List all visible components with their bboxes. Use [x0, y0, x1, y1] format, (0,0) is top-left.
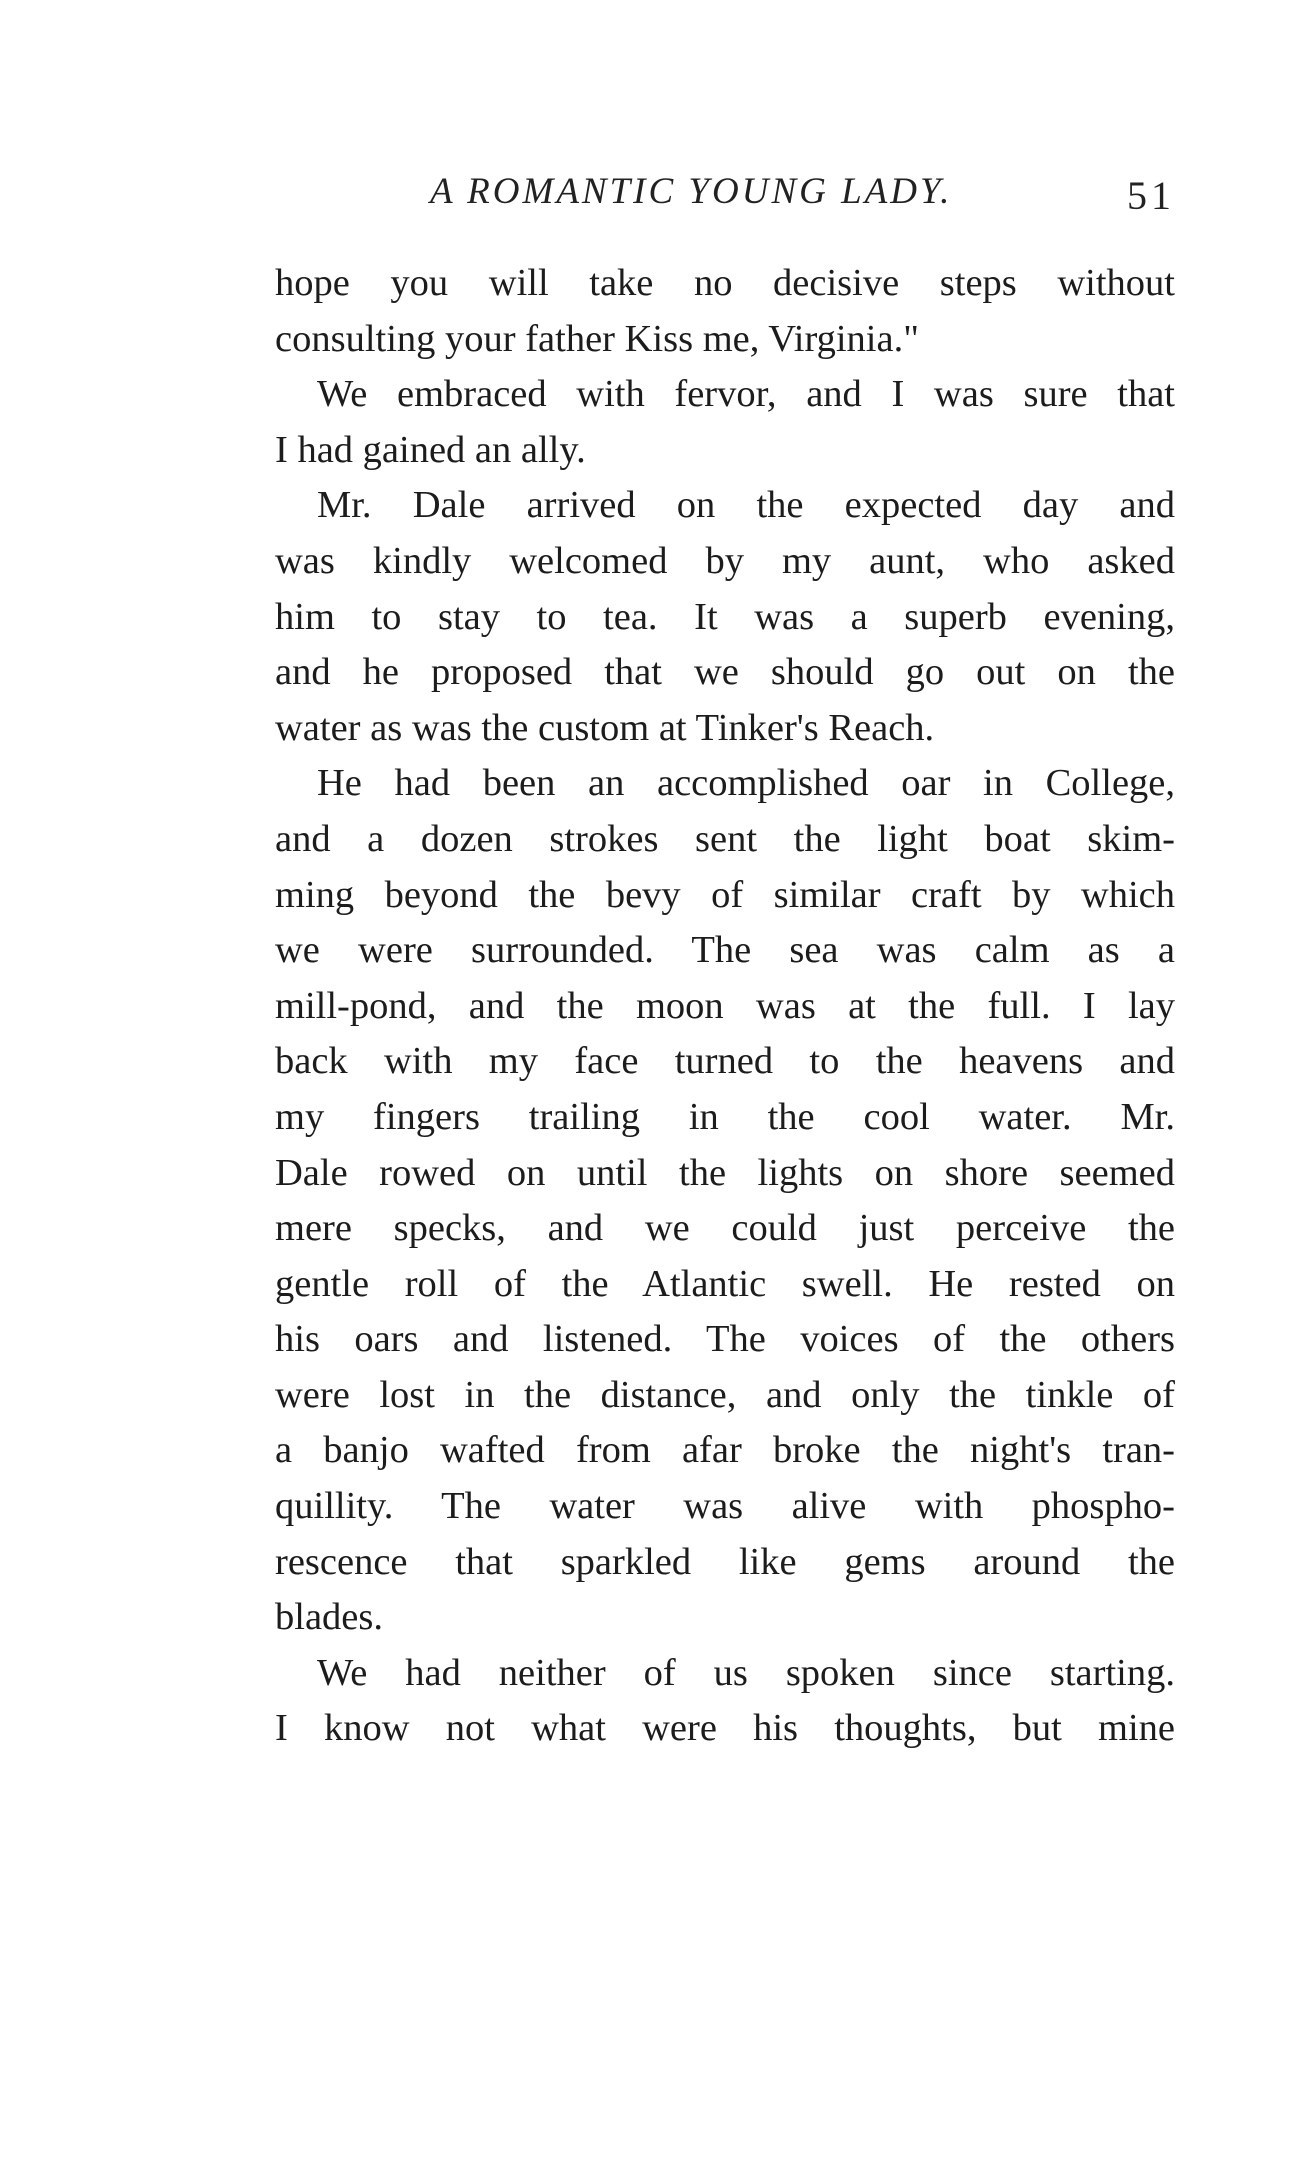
body-text	[275, 256, 1175, 1757]
text-line: blades.	[275, 1596, 383, 1639]
paragraph	[275, 756, 1175, 1646]
text-line: He had been an accomplished oar in College,	[317, 762, 1175, 805]
text-line: mill-pond, and the moon was at the full. I lay	[275, 984, 1175, 1027]
text-line: I had gained an ally.	[275, 428, 586, 471]
text-line: a banjo wafted from afar broke the night's tran-	[275, 1429, 1175, 1472]
text-line: We embraced with fervor, and I was sure that	[317, 373, 1175, 416]
text-line: Mr. Dale arrived on the expected day and	[317, 484, 1175, 527]
running-head	[275, 170, 1175, 240]
paragraph	[275, 256, 1175, 367]
text-line: water as was the custom at Tinker's Reach.	[275, 706, 935, 749]
text-line: and he proposed that we should go out on the	[275, 651, 1175, 694]
text-line: hope you will take no decisive steps without	[275, 262, 1175, 304]
paragraph	[275, 367, 1175, 478]
text-line: were lost in the distance, and only the tinkle of	[275, 1373, 1175, 1416]
text-line: ming beyond the bevy of similar craft by which	[275, 873, 1175, 916]
text-line: was kindly welcomed by my aunt, who asked	[275, 539, 1175, 582]
text-line: We had neither of us spoken since starting.	[317, 1651, 1175, 1694]
paragraph	[275, 1646, 1175, 1757]
text-line: rescence that sparkled like gems around the	[275, 1540, 1175, 1583]
page-number: 51	[1127, 173, 1175, 218]
text-line: back with my face turned to the heavens and	[275, 1040, 1175, 1083]
text-line: him to stay to tea. It was a superb evening,	[275, 595, 1175, 638]
text-line: I know not what were his thoughts, but mine	[275, 1707, 1175, 1750]
paragraph	[275, 478, 1175, 756]
text-line: mere specks, and we could just perceive the	[275, 1207, 1175, 1250]
text-line: gentle roll of the Atlantic swell. He rested on	[275, 1262, 1175, 1305]
text-line: Dale rowed on until the lights on shore seemed	[275, 1151, 1175, 1194]
text-line: we were surrounded. The sea was calm as a	[275, 929, 1175, 972]
text-line: his oars and listened. The voices of the others	[275, 1318, 1175, 1361]
text-line: my fingers trailing in the cool water. Mr.	[275, 1095, 1175, 1138]
text-line: consulting your father Kiss me, Virginia."	[275, 317, 919, 360]
text-line: and a dozen strokes sent the light boat skim-	[275, 817, 1175, 860]
running-title: A ROMANTIC YOUNG LADY.	[430, 171, 953, 212]
text-line: quillity. The water was alive with phospho-	[275, 1485, 1175, 1528]
